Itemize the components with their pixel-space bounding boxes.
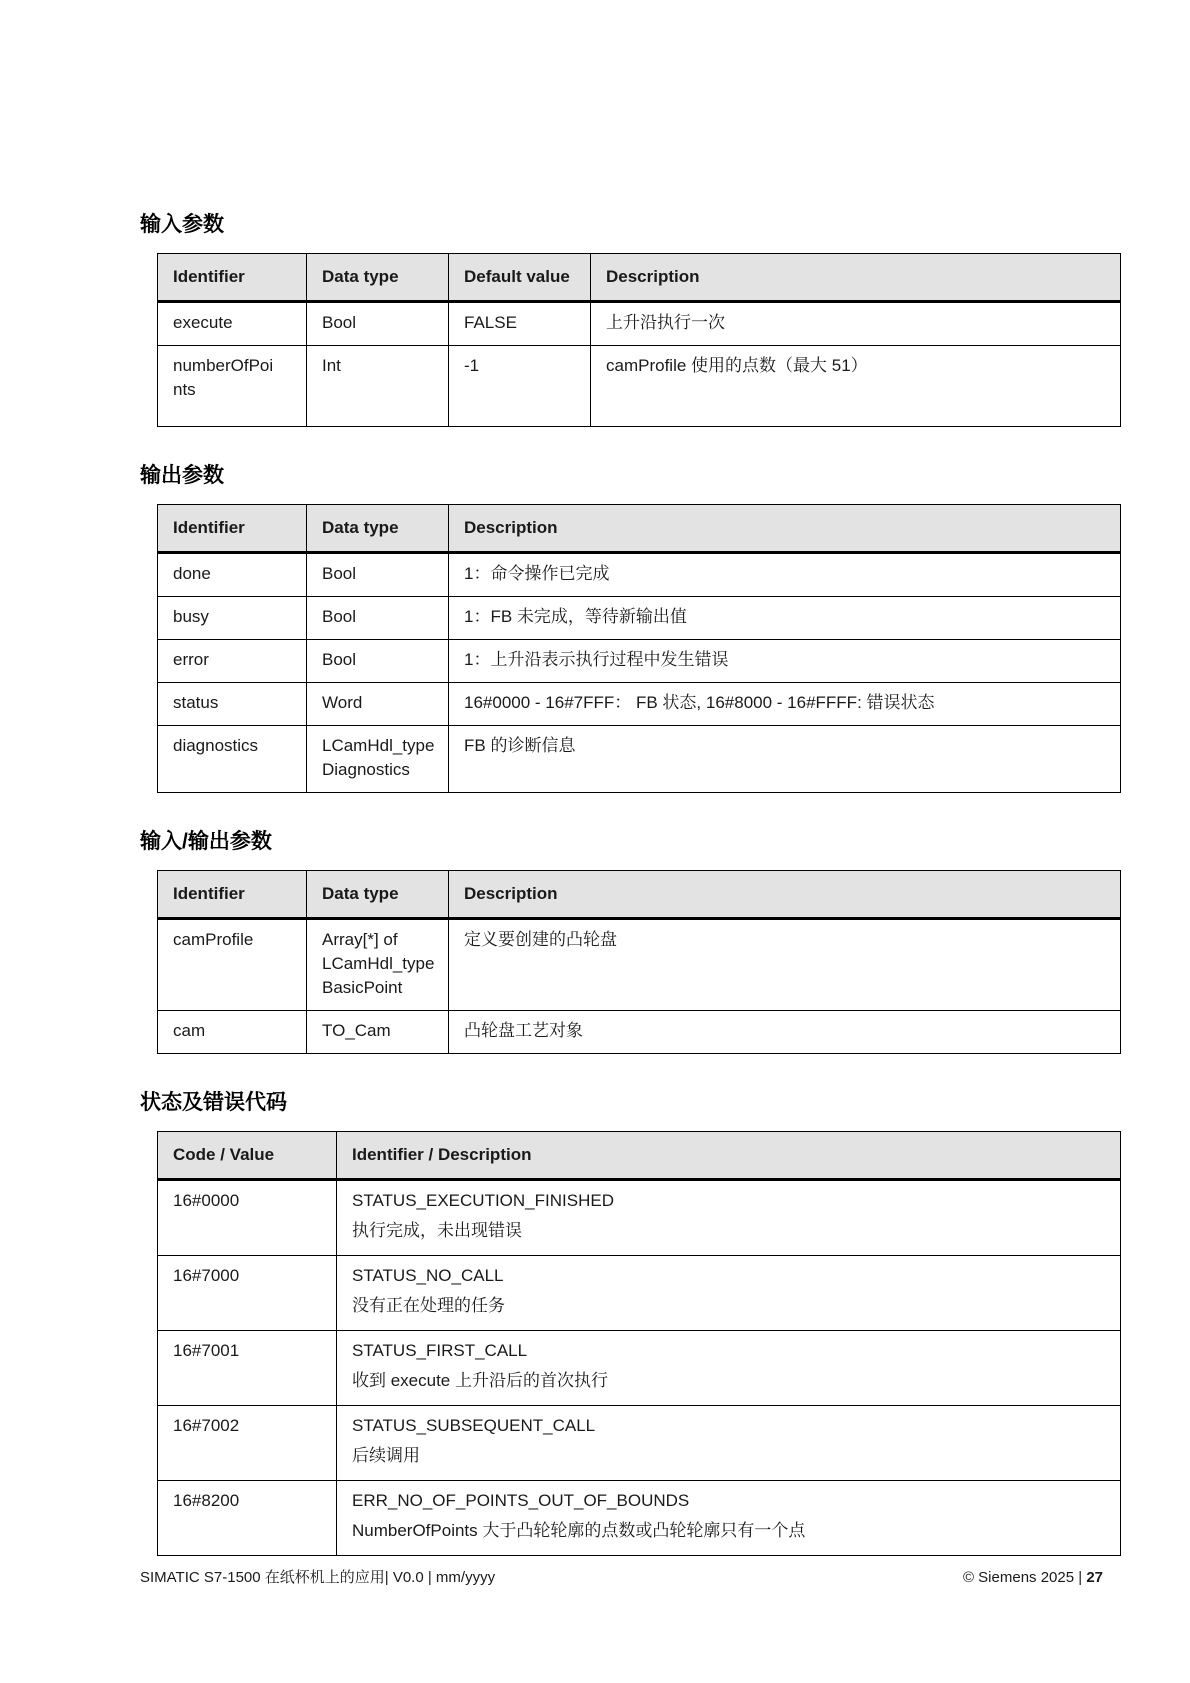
page-footer (140, 1568, 1103, 1588)
cell-data-type: Int (307, 346, 449, 427)
cell-identifier-description (337, 1481, 1121, 1556)
cell-identifier: numberOfPoints (158, 346, 307, 427)
status-identifier: STATUS_SUBSEQUENT_CALL (352, 1416, 596, 1435)
status-description: 收到 execute 上升沿后的首次执行 (352, 1371, 608, 1390)
col-header-identifier: Identifier (158, 871, 307, 919)
status-description: 没有正在处理的任务 (352, 1296, 505, 1315)
table-row (158, 919, 1121, 1011)
col-header-identifier: Identifier (158, 254, 307, 302)
cell-identifier-description (337, 1180, 1121, 1256)
table-row (158, 346, 1121, 427)
section-heading-input-params: 输入参数 (140, 213, 224, 236)
cell-identifier: diagnostics (158, 726, 307, 793)
table-row (158, 1406, 1121, 1481)
cell-identifier: error (158, 640, 307, 683)
cell-description: 16#0000 - 16#7FFF： FB 状态, 16#8000 - 16#FFFF: 错误状态 (449, 683, 1121, 726)
cell-code: 16#0000 (158, 1180, 337, 1256)
page-number: 27 (1086, 1569, 1103, 1586)
col-header-description: Description (591, 254, 1121, 302)
cell-description: 凸轮盘工艺对象 (449, 1011, 1121, 1054)
section-status-codes (140, 1090, 1121, 1556)
cell-identifier-description (337, 1406, 1121, 1481)
cell-data-type: LCamHdl_type Diagnostics (307, 726, 449, 793)
footer-copyright: © Siemens 2025 | (962, 1569, 1087, 1586)
status-description: NumberOfPoints 大于凸轮轮廓的点数或凸轮轮廓只有一个点 (352, 1521, 806, 1540)
cell-data-type: Word (307, 683, 449, 726)
cell-default-value: FALSE (449, 302, 591, 346)
table-row (158, 1011, 1121, 1054)
cell-data-type: Bool (307, 553, 449, 597)
table-header-row (158, 1132, 1121, 1180)
status-codes-table (157, 1131, 1121, 1556)
table-row (158, 1481, 1121, 1556)
footer-doc-info: SIMATIC S7-1500 在纸杯机上的应用| V0.0 | mm/yyyy (140, 1569, 496, 1586)
cell-data-type: Bool (307, 597, 449, 640)
cell-description: 上升沿执行一次 (591, 302, 1121, 346)
section-inout-params (140, 829, 1121, 1054)
cell-description: 1：命令操作已完成 (449, 553, 1121, 597)
cell-identifier-description (337, 1331, 1121, 1406)
inout-params-table (157, 870, 1121, 1054)
table-row (158, 1331, 1121, 1406)
cell-default-value: -1 (449, 346, 591, 427)
col-header-code-value: Code / Value (158, 1132, 337, 1180)
cell-description: 定义要创建的凸轮盘 (449, 919, 1121, 1011)
section-output-params (140, 463, 1121, 793)
table-header-row (158, 871, 1121, 919)
status-identifier: STATUS_EXECUTION_FINISHED (352, 1191, 614, 1210)
cell-code: 16#7000 (158, 1256, 337, 1331)
cell-identifier-description (337, 1256, 1121, 1331)
cell-identifier: busy (158, 597, 307, 640)
document-page (140, 212, 1121, 1592)
cell-code: 16#8200 (158, 1481, 337, 1556)
cell-data-type: TO_Cam (307, 1011, 449, 1054)
output-params-table (157, 504, 1121, 793)
table-row (158, 1180, 1121, 1256)
status-description: 执行完成，未出现错误 (352, 1221, 522, 1240)
cell-data-type: Bool (307, 302, 449, 346)
input-params-table (157, 253, 1121, 427)
col-header-default-value: Default value (449, 254, 591, 302)
cell-data-type: Array[*] of LCamHdl_type BasicPoint (307, 919, 449, 1011)
cell-description: camProfile 使用的点数（最大 51） (591, 346, 1121, 427)
table-row (158, 1256, 1121, 1331)
status-description: 后续调用 (352, 1446, 420, 1465)
col-header-identifier: Identifier (158, 505, 307, 553)
cell-description: 1：FB 未完成，等待新输出值 (449, 597, 1121, 640)
cell-identifier: camProfile (158, 919, 307, 1011)
section-input-params (140, 212, 1121, 427)
table-row (158, 726, 1121, 793)
col-header-data-type: Data type (307, 505, 449, 553)
col-header-description: Description (449, 871, 1121, 919)
cell-identifier: status (158, 683, 307, 726)
section-heading-inout-params: 输入/输出参数 (140, 830, 272, 853)
cell-identifier: cam (158, 1011, 307, 1054)
status-identifier: STATUS_FIRST_CALL (352, 1341, 528, 1360)
cell-identifier: execute (158, 302, 307, 346)
table-row (158, 640, 1121, 683)
cell-code: 16#7001 (158, 1331, 337, 1406)
table-header-row (158, 505, 1121, 553)
cell-description: FB 的诊断信息 (449, 726, 1121, 793)
cell-identifier: done (158, 553, 307, 597)
section-heading-output-params: 输出参数 (140, 464, 224, 487)
table-row (158, 302, 1121, 346)
cell-data-type: Bool (307, 640, 449, 683)
table-row (158, 683, 1121, 726)
col-header-data-type: Data type (307, 254, 449, 302)
col-header-identifier-description: Identifier / Description (337, 1132, 1121, 1180)
status-identifier: ERR_NO_OF_POINTS_OUT_OF_BOUNDS (352, 1491, 690, 1510)
status-identifier: STATUS_NO_CALL (352, 1266, 504, 1285)
table-header-row (158, 254, 1121, 302)
col-header-data-type: Data type (307, 871, 449, 919)
section-heading-status-codes: 状态及错误代码 (140, 1091, 287, 1114)
table-row (158, 597, 1121, 640)
col-header-description: Description (449, 505, 1121, 553)
table-row (158, 553, 1121, 597)
cell-description: 1：上升沿表示执行过程中发生错误 (449, 640, 1121, 683)
footer-page-info (963, 1568, 1103, 1588)
cell-code: 16#7002 (158, 1406, 337, 1481)
